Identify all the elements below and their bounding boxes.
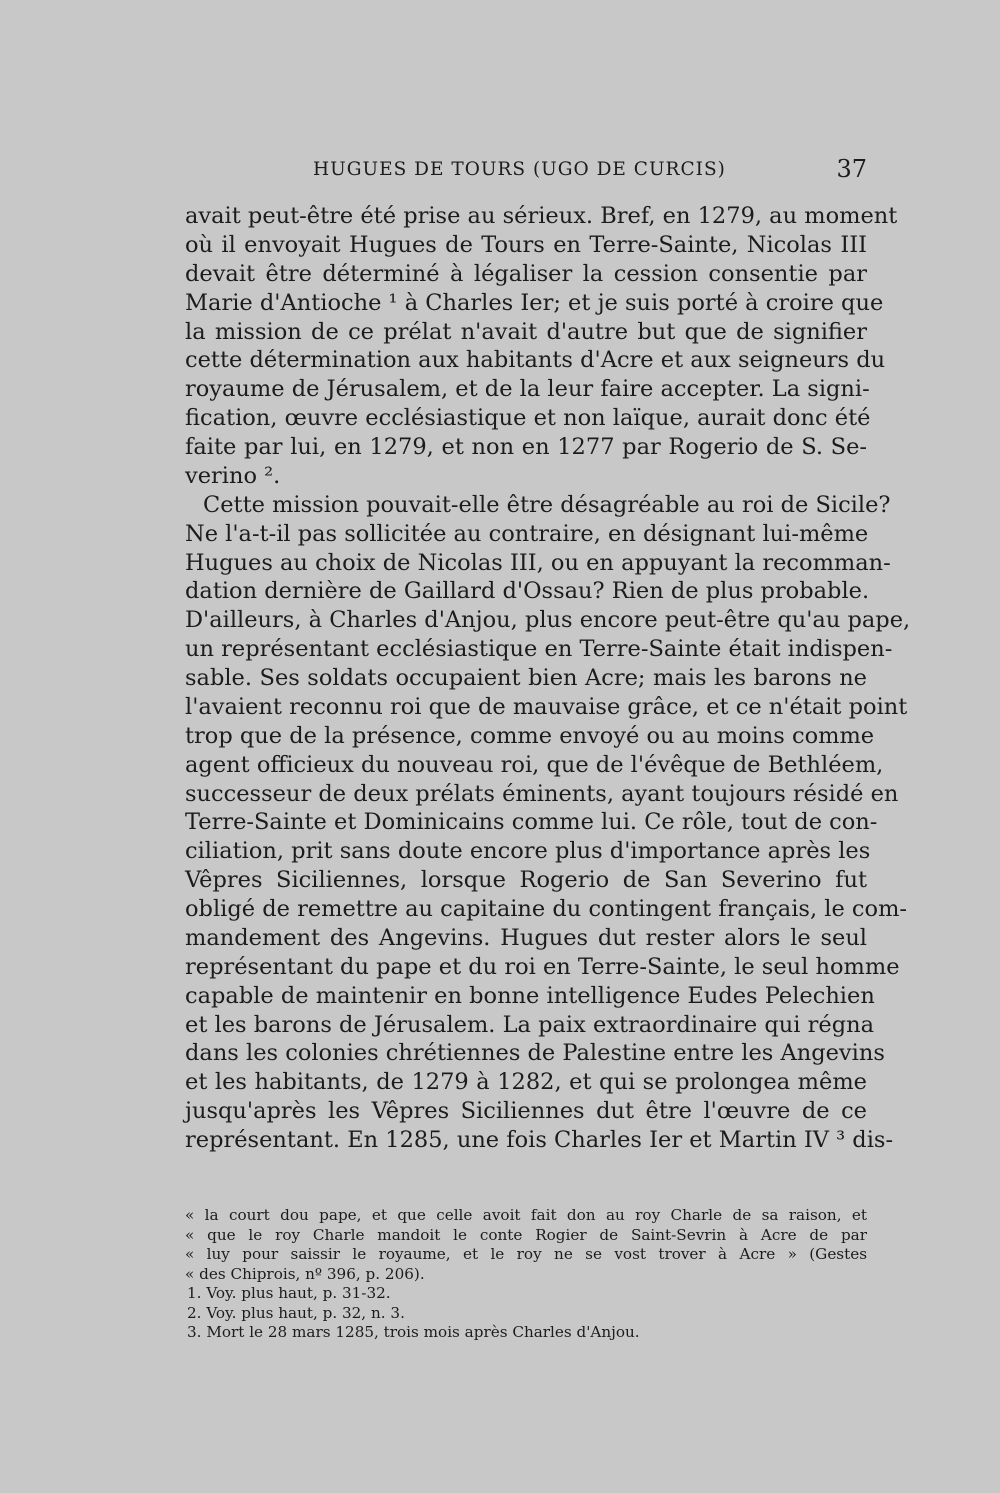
running-title: HUGUES DE TOURS (UGO DE CURCIS) xyxy=(313,159,726,180)
body-line: et les habitants, de 1279 à 1282, et qui se prolongea même xyxy=(185,1069,867,1096)
footnote-continuation-line: « des Chiprois, nº 396, p. 206). xyxy=(185,1264,425,1283)
page-number: 37 xyxy=(836,155,867,183)
body-line: Hugues au choix de Nicolas III, ou en appuyant la recomman- xyxy=(185,549,891,576)
body-line: représentant du pape et du roi en Terre-Sainte, le seul homme xyxy=(185,953,900,980)
body-line: un représentant ecclésiastique en Terre-Sainte était indispen- xyxy=(185,636,893,663)
body-line: l'avaient reconnu roi que de mauvaise grâce, et ce n'était point xyxy=(185,693,908,720)
body-line: sable. Ses soldats occupaient bien Acre; mais les barons ne xyxy=(185,665,867,691)
body-line: D'ailleurs, à Charles d'Anjou, plus encore peut-être qu'au pape, xyxy=(185,607,911,634)
body-line: Vêpres Siciliennes, lorsque Rogerio de San Severino fut xyxy=(185,867,867,894)
body-line: devait être déterminé à légaliser la cession consentie par xyxy=(185,260,867,287)
body-line: Marie d'Antioche ¹ à Charles Ier; et je suis porté à croire que xyxy=(185,289,884,316)
body-line: dans les colonies chrétiennes de Palestine entre les Angevins xyxy=(185,1040,885,1067)
body-line: faite par lui, en 1279, et non en 1277 par Rogerio de S. Se- xyxy=(185,434,867,460)
body-line: agent officieux du nouveau roi, que de l'évêque de Bethléem, xyxy=(185,751,884,778)
body-line: trop que de la présence, comme envoyé ou au moins comme xyxy=(185,722,875,749)
footnote-3: 3. Mort le 28 mars 1285, trois mois après Charles d'Anjou. xyxy=(187,1323,640,1341)
footnote-2: 2. Voy. plus haut, p. 32, n. 3. xyxy=(187,1303,405,1322)
body-line: Ne l'a-t-il pas sollicitée au contraire, en désignant lui-même xyxy=(185,520,869,547)
body-line: cette détermination aux habitants d'Acre et aux seigneurs du xyxy=(185,347,886,374)
footnote-continuation-line: « que le roy Charle mandoit le conte Rogier de Saint-Sevrin à Acre de par xyxy=(185,1225,867,1244)
body-line: ciliation, prit sans doute encore plus d'importance après les xyxy=(185,838,871,865)
body-line: obligé de remettre au capitaine du contingent français, le com- xyxy=(185,896,908,922)
body-line: dation dernière de Gaillard d'Ossau? Rien de plus probable. xyxy=(185,578,870,605)
body-line: mandement des Angevins. Hugues dut rester alors le seul xyxy=(185,924,867,951)
body-line: représentant. En 1285, une fois Charles Ier et Martin IV ³ dis- xyxy=(185,1127,894,1153)
body-line: Cette mission pouvait-elle être désagréable au roi de Sicile? xyxy=(203,491,891,518)
footnote-continuation-line: « luy pour saissir le royaume, et le roy ne se vost trover à Acre » (Gestes xyxy=(185,1245,867,1263)
body-line: avait peut-être été prise au sérieux. Bref, en 1279, au moment xyxy=(185,203,898,229)
body-line: royaume de Jérusalem, et de la leur faire accepter. La signi- xyxy=(185,376,870,403)
body-line: successeur de deux prélats éminents, ayant toujours résidé en xyxy=(185,780,899,807)
footnotes xyxy=(185,1206,867,1343)
running-head xyxy=(185,157,867,187)
body-line: capable de maintenir en bonne intelligence Eudes Pelechien xyxy=(185,982,875,1009)
body-text xyxy=(185,202,911,1155)
body-line: fication, œuvre ecclésiastique et non laïque, aurait donc été xyxy=(185,405,871,432)
body-line: verino ². xyxy=(185,462,281,489)
body-line: où il envoyait Hugues de Tours en Terre-Sainte, Nicolas III xyxy=(185,231,867,258)
body-line: Terre-Sainte et Dominicains comme lui. Ce rôle, tout de con- xyxy=(185,809,878,836)
footnote-1: 1. Voy. plus haut, p. 31-32. xyxy=(187,1284,391,1302)
footnote-continuation-line: « la court dou pape, et que celle avoit fait don au roy Charle de sa raison, et xyxy=(185,1206,867,1224)
body-line: et les barons de Jérusalem. La paix extraordinaire qui régna xyxy=(185,1011,875,1038)
body-line: jusqu'après les Vêpres Siciliennes dut être l'œuvre de ce xyxy=(185,1098,867,1125)
body-line: la mission de ce prélat n'avait d'autre but que de signifier xyxy=(185,318,867,345)
